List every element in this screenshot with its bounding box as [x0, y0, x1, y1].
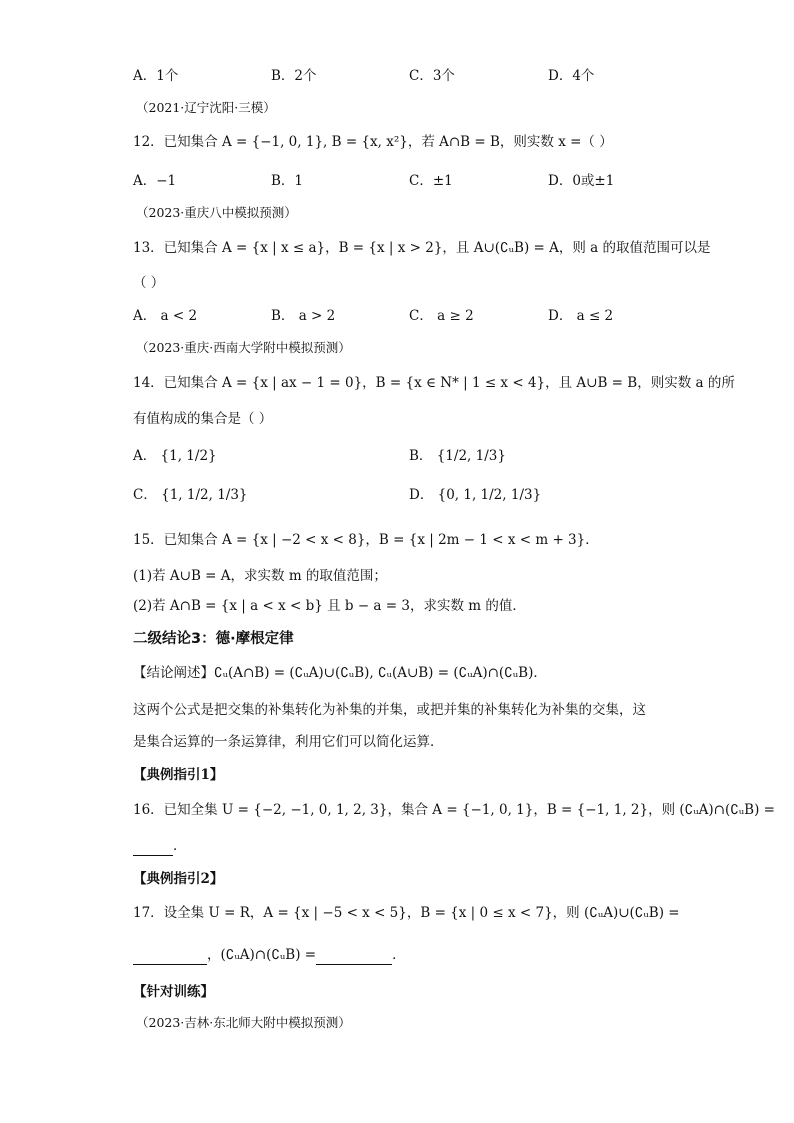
q15-part1: (1)若 A∪B = A，求实数 m 的取值范围；: [133, 568, 387, 584]
q12-option-a: A．−1: [133, 173, 177, 189]
q12-option-c: C．±1: [409, 173, 453, 189]
q12-source: （2021·辽宁沈阳·三模）: [136, 100, 276, 115]
section-title: 二级结论3：德·摩根定律: [133, 631, 294, 647]
q15-part2: (2)若 A∩B = {x | a < x < b} 且 b − a = 3，求实数 m 的值．: [133, 598, 526, 614]
q14-option-d: D． {0, 1, 1/2, 1/3}: [409, 487, 542, 503]
q12-option-d: D．0或±1: [548, 173, 615, 189]
q14-option-b: B． {1/2, 1/3}: [409, 448, 506, 464]
q16-stem: 16．已知全集 U = {−2, −1, 0, 1, 2, 3}，集合 A = {−1, 0, 1}，B = {−1, 1, 2}，则 (∁ᵤA)∩(∁ᵤB) =: [133, 802, 775, 818]
q13-option-b: B． a > 2: [271, 308, 336, 324]
q13-option-c: C． a ≥ 2: [409, 308, 474, 324]
q14-option-a: A． {1, 1/2}: [133, 448, 217, 464]
q16-answer-blank[interactable]: [133, 841, 173, 856]
q17-mid: ，(∁ᵤA)∩(∁ᵤB) =: [207, 947, 317, 963]
q14-option-c: C． {1, 1/2, 1/3}: [133, 487, 248, 503]
q17-stem: 17．设全集 U = R，A = {x | −5 < x < 5}，B = {x | 0 ≤ x < 7}，则 (∁ᵤA)∪(∁ᵤB) =: [133, 905, 680, 921]
q14-stem: 14．已知集合 A = {x | ax − 1 = 0}，B = {x ∈ N* | 1 ≤ x < 4}，且 A∪B = B，则实数 a 的所: [133, 375, 735, 391]
q17-answer-blank-2[interactable]: [316, 950, 392, 965]
conclusion-statement: 【结论阐述】∁ᵤ(A∩B) = (∁ᵤA)∪(∁ᵤB), ∁ᵤ(A∪B) = (∁ᵤA)∩(∁ᵤB)．: [133, 665, 547, 681]
q14-source: （2023·重庆·西南大学附中模拟预测）: [136, 340, 351, 355]
q17-answer-line: [133, 945, 406, 965]
q13-stem: 13．已知集合 A = {x | x ≤ a}，B = {x | x > 2}，且 A∪(∁ᵤB) = A，则 a 的取值范围可以是: [133, 240, 711, 256]
q11-option-a: A．1个: [133, 68, 179, 84]
example-guide-2: 【典例指引2】: [133, 871, 224, 887]
q13-stem-cont: （ ）: [133, 275, 165, 291]
q12-option-b: B．1: [271, 173, 304, 189]
q13-source: （2023·重庆八中模拟预测）: [136, 205, 297, 220]
q14-stem-cont: 有值构成的集合是（ ）: [133, 411, 273, 427]
q18-source: （2023·吉林·东北师大附中模拟预测）: [136, 1015, 351, 1030]
q13-option-a: A． a < 2: [133, 308, 198, 324]
q11-option-c: C．3个: [409, 68, 455, 84]
explanation-line-1: 这两个公式是把交集的补集转化为补集的并集，或把并集的补集转化为补集的交集，这: [133, 702, 646, 718]
explanation-line-2: 是集合运算的一条运算律，利用它们可以简化运算．: [133, 734, 444, 750]
q11-option-d: D．4个: [548, 68, 595, 84]
q12-stem: 12．已知集合 A = {−1, 0, 1}, B = {x, x²}，若 A∩B = B，则实数 x =（ ）: [133, 134, 613, 150]
example-guide-1: 【典例指引1】: [133, 767, 224, 783]
q17-end: ．: [392, 947, 406, 963]
q13-option-d: D． a ≤ 2: [548, 308, 614, 324]
practice-heading: 【针对训练】: [133, 984, 214, 1000]
q17-answer-blank-1[interactable]: [133, 950, 207, 965]
q16-end: ．: [173, 838, 187, 854]
q16-answer-line: [133, 836, 187, 856]
q11-option-b: B．2个: [271, 68, 317, 84]
q15-stem: 15．已知集合 A = {x | −2 < x < 8}，B = {x | 2m − 1 < x < m + 3}．: [133, 532, 599, 548]
